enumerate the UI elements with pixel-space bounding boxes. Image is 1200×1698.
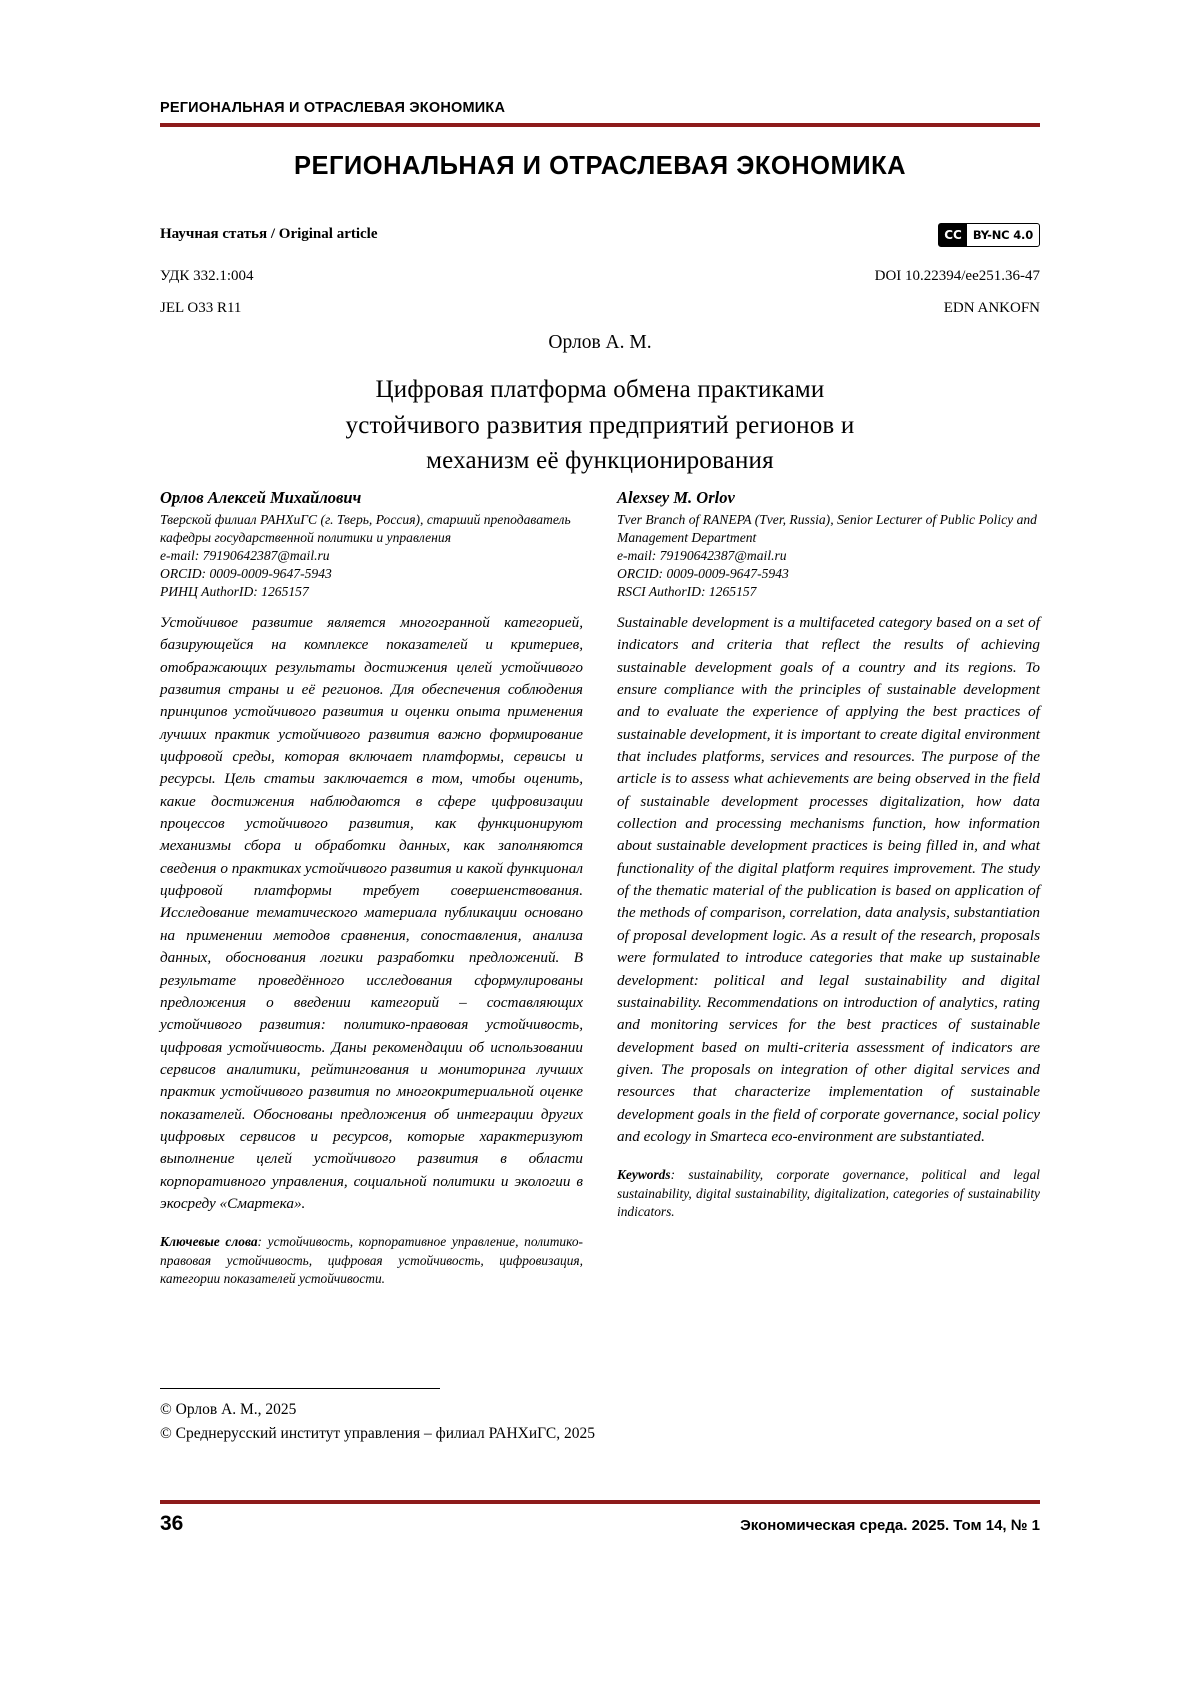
creative-commons-badge (938, 223, 1040, 247)
footnote-block (160, 1398, 1040, 1446)
running-head: РЕГИОНАЛЬНАЯ И ОТРАСЛЕВАЯ ЭКОНОМИКА (160, 100, 506, 116)
author-name-ru: Орлов Алексей Михайлович (160, 488, 362, 507)
udk-doi-row (160, 268, 1040, 285)
doi-label: DOI 10.22394/ee251.36-47 (874, 268, 1040, 284)
title-line-1: Цифровая платформа обмена практиками (375, 376, 825, 403)
author-meta-ru (160, 511, 583, 601)
author-affiliation-ru: Тверской филиал РАНХиГС (г. Тверь, Россия), старший преподаватель кафедры государственной политики и управления (160, 512, 575, 546)
author-email-en: e-mail: 79190642387@mail.ru (617, 548, 787, 564)
author-affiliation-en: Tver Branch of RANEPA (Tver, Russia), Senior Lecturer of Public Policy and Management Department (617, 512, 1041, 546)
jel-edn-row (160, 300, 1040, 317)
article-title (180, 372, 1020, 479)
footer-rule (160, 1500, 1040, 1504)
title-line-2: устойчивого развития предприятий регионов и (345, 411, 855, 439)
cc-license-label: BY-NC 4.0 (967, 224, 1039, 246)
author-meta-en (617, 511, 1040, 601)
keywords-text-ru: : устойчивость, корпоративное управление, политико-правовая устойчивость, цифровая устойчивость, цифровизация, категории показателей устойчивости. (160, 1234, 583, 1287)
abstract-column-en (617, 612, 1040, 1289)
author-orcid-en: ORCID: 0009-0009-9647-5943 (617, 566, 789, 582)
author-email-ru: e-mail: 79190642387@mail.ru (160, 548, 330, 564)
author-id-ru: РИНЦ AuthorID: 1265157 (160, 584, 309, 600)
jel-label: JEL O33 R11 (160, 300, 242, 316)
author-block-en (617, 488, 1040, 601)
keywords-label-ru: Ключевые слова (160, 1234, 258, 1250)
abstract-text-en: Sustainable development is a multifaceted category based on a set of indicators and criteria that reflect the results of achieving sustainable development goals of a country and its regions. To ensure compliance with the principles of sustainable development and to evaluate the experience of applying the best practices of sustainable development, it is important to create digital environment that includes platforms, services and resources. The purpose of the article is to assess what achievements are being observed in the field of sustainable development processes digitalization, how data collection and processing mechanisms function, how information about sustainable development practices is being filled in, and what functionality of the digital platform requires improvement. The study of the thematic material of the publication is based on application of the methods of comparison, correlation, data analysis, substantiation of proposal development logic. As a result of the research, proposals were formulated to introduce categories that make up sustainable development: political and legal sustainability and digital sustainability. Recommendations on introduction of analytics, rating and monitoring services for the best practices of sustainable development based on multi-criteria assessment of indicators are given. The proposals on integration of other digital services and resources that characterize implementation of sustainable development goals in the field of corporate governance, social policy and ecology in Smarteca eco-environment are substantiated. (617, 614, 1040, 1145)
edn-label: EDN ANKOFN (943, 300, 1040, 316)
copyright-institute: © Среднерусский институт управления – филиал РАНХиГС, 2025 (160, 1425, 596, 1443)
keywords-label-en: Keywords (617, 1167, 671, 1183)
keywords-text-en: : sustainability, corporate governance, political and legal sustainability, digital sustainability, digitalization, categories of sustainability indicators. (617, 1167, 1040, 1220)
keywords-en (617, 1166, 1040, 1222)
header-rule (160, 123, 1040, 127)
footnote-divider (160, 1388, 440, 1389)
author-block-ru (160, 488, 583, 601)
section-title: РЕГИОНАЛЬНАЯ И ОТРАСЛЕВАЯ ЭКОНОМИКА (293, 152, 907, 180)
author-short-line: Орлов А. М. (548, 332, 652, 353)
abstract-section (160, 612, 1040, 1289)
author-orcid-ru: ORCID: 0009-0009-9647-5943 (160, 566, 332, 582)
abstract-column-ru (160, 612, 583, 1289)
abstract-text-ru: Устойчивое развитие является многогранной категорией, базирующейся на комплексе показателей и критериев, отображающих результаты достижения целей устойчивого развития страны и её регионов. Для обеспечения соблюдения принципов устойчивого развития и оценки опыта применения лучших практик устойчивого развития важно формирование цифровой среды, которая включает платформы, сервисы и ресурсы. Цель статьи заключается в том, чтобы оценить, какие достижения наблюдаются в сфере цифровизации процессов устойчивого развития, как функционируют механизмы сбора и обработки данных, как заполняются сведения о практиках устойчивого развития и какой функционал цифровой платформы требует совершенствования. Исследование тематического материала публикации основано на применении методов сравнения, сопоставления, анализа данных, обоснования логики разработки предложений. В результате проведённого исследования сформулированы предложения о введении категорий – составляющих устойчивого развития: политико-правовая устойчивость, цифровая устойчивость. Даны рекомендации об использовании сервисов аналитики, рейтингования и мониторинга лучших практик устойчивого развития по многокритериальной оценке показателей. Обоснованы предложения об интеграции других цифровых сервисов и ресурсов, которые характеризуют выполнение целей устойчивого развития в области корпоративного управления, социальной политики и экологии в экосреду «Смартека». (160, 614, 583, 1212)
author-name-en: Alexsey M. Orlov (617, 488, 735, 507)
author-id-en: RSCI AuthorID: 1265157 (617, 584, 757, 600)
page-number: 36 (160, 1512, 184, 1535)
copyright-author: © Орлов А. М., 2025 (160, 1401, 297, 1418)
keywords-ru (160, 1233, 583, 1289)
journal-footer: Экономическая среда. 2025. Том 14, № 1 (740, 1517, 1040, 1534)
title-line-3: механизм её функционирования (426, 447, 774, 474)
udk-label: УДК 332.1:004 (160, 268, 254, 284)
cc-icon: CC (939, 224, 967, 246)
article-type-label: Научная статья / Original article (160, 226, 378, 242)
author-blocks (160, 488, 1040, 601)
